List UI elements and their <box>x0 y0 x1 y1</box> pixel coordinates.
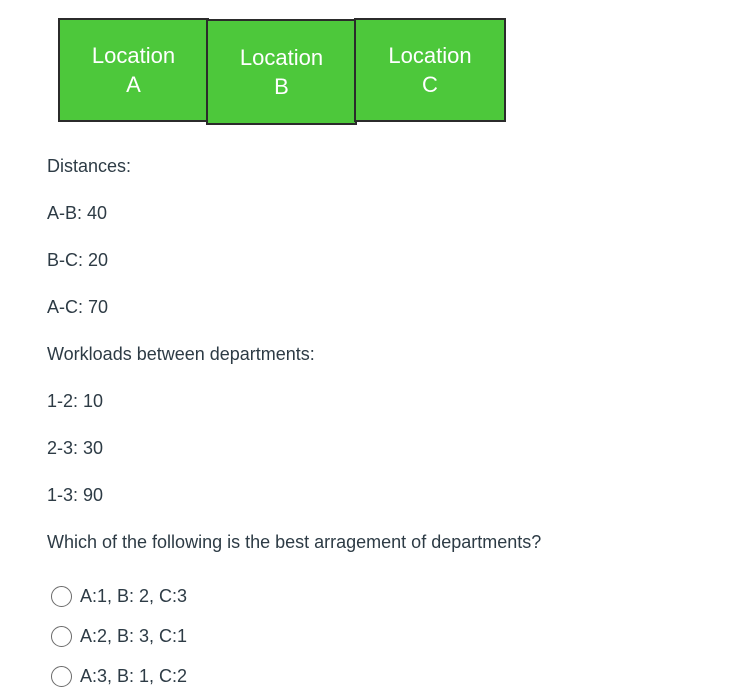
answer-option-3[interactable] <box>51 664 187 688</box>
radio-button[interactable] <box>51 586 72 607</box>
workload-1-3: 1-3: 90 <box>47 485 104 505</box>
location-b-box <box>206 19 357 125</box>
answer-option-1[interactable] <box>51 584 187 608</box>
location-c-label-line1: Location <box>388 43 472 68</box>
distances-heading: Distances: <box>47 156 132 176</box>
question-prompt: Which of the following is the best arragement of departments? <box>47 532 542 552</box>
workload-1-2: 1-2: 10 <box>47 391 104 411</box>
location-b-label-line1: Location <box>239 45 324 70</box>
location-a-box <box>58 18 209 122</box>
location-c-label-line2: C <box>422 72 438 97</box>
location-layout-diagram <box>58 18 506 124</box>
location-a-label-line2: A <box>126 72 141 97</box>
answer-option-3-label[interactable]: A:3, B: 1, C:2 <box>80 666 188 686</box>
distance-b-c: B-C: 20 <box>47 250 109 270</box>
radio-button[interactable] <box>51 626 72 647</box>
location-c-box <box>354 18 506 122</box>
distance-a-c: A-C: 70 <box>47 297 109 317</box>
workloads-heading: Workloads between departments: <box>47 344 315 364</box>
distance-a-b: A-B: 40 <box>47 203 108 223</box>
answer-option-2[interactable] <box>51 624 187 648</box>
location-b-label-line2: B <box>274 74 289 99</box>
workload-2-3: 2-3: 30 <box>47 438 104 458</box>
radio-button[interactable] <box>51 666 72 687</box>
answer-option-1-label[interactable]: A:1, B: 2, C:3 <box>80 586 188 606</box>
location-a-label-line1: Location <box>91 43 176 68</box>
answer-option-2-label[interactable]: A:2, B: 3, C:1 <box>80 626 188 646</box>
